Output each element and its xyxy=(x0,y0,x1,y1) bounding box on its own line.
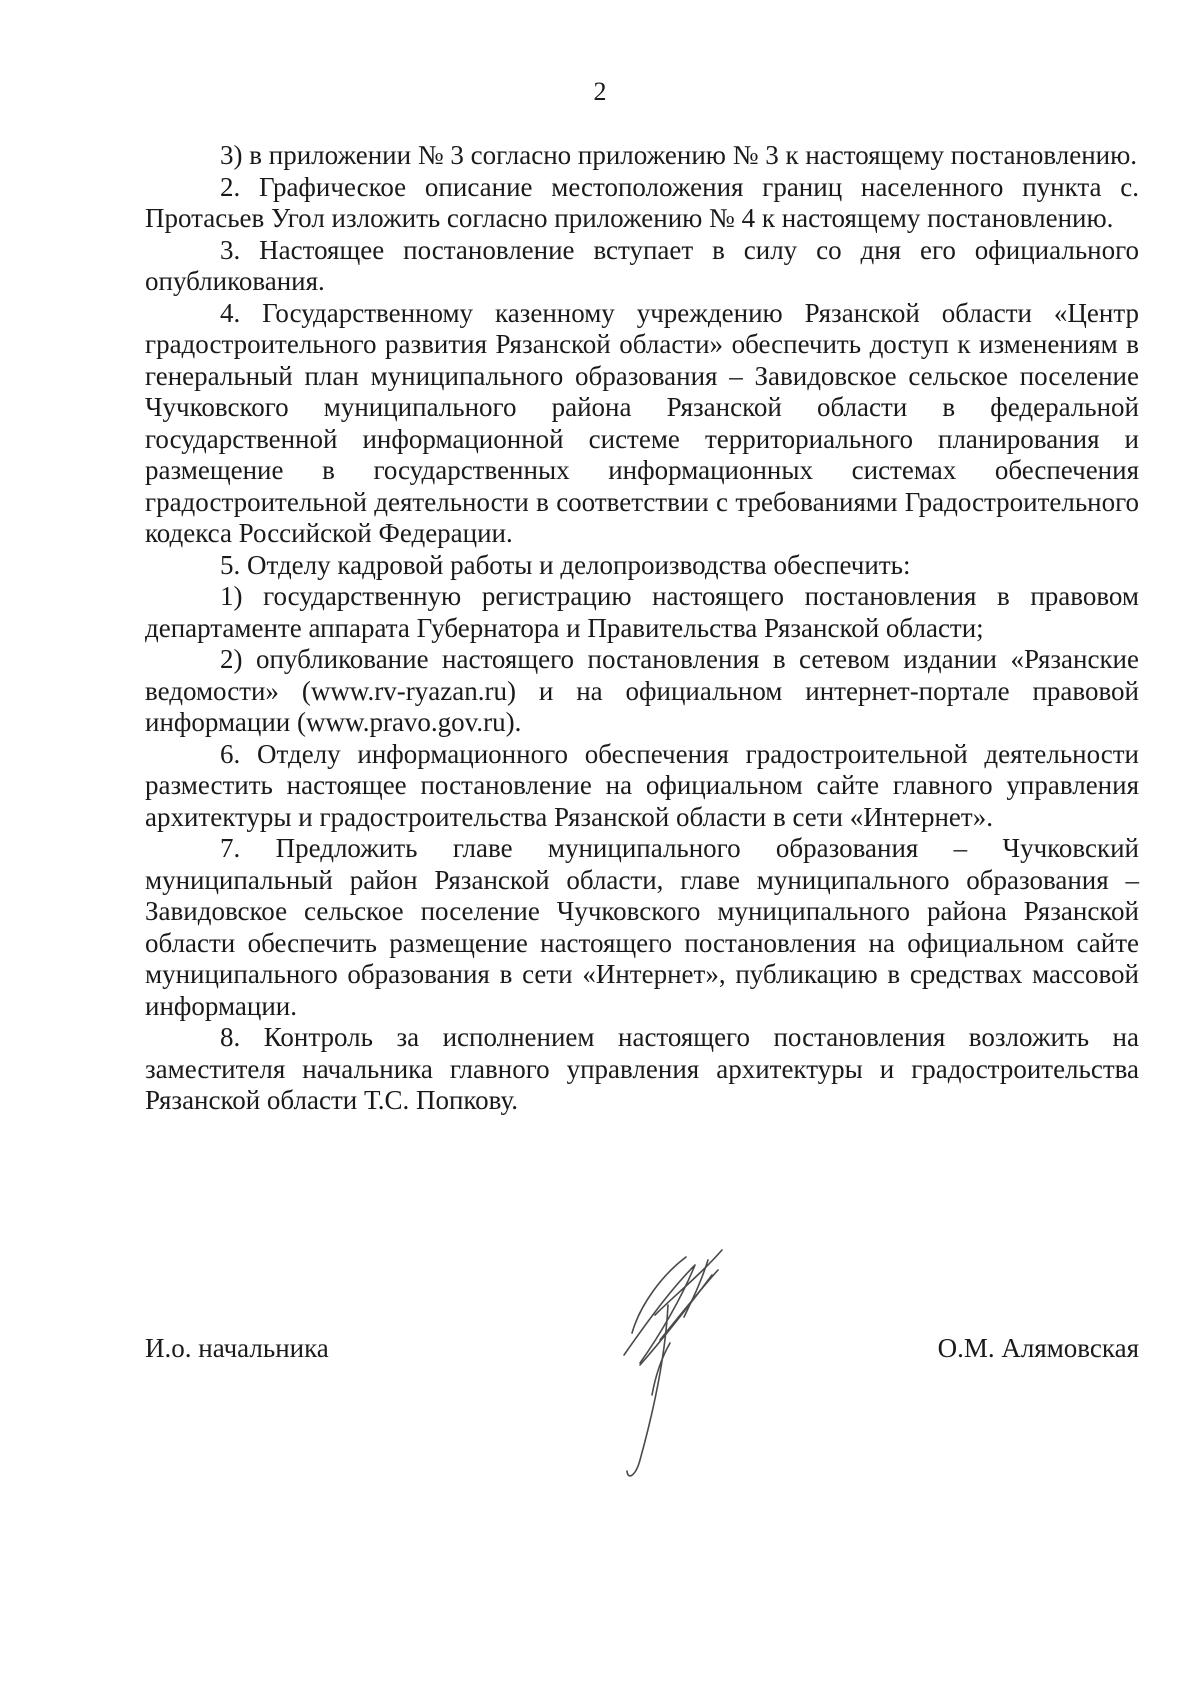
paragraph-5-records-department: 5. Отделу кадровой работы и делопроизводства обеспечить: xyxy=(220,549,911,580)
signatory-title: И.о. начальника xyxy=(145,1333,329,1363)
paragraph-6-website-placement: 6. Отделу информационного обеспечения градостроительной деятельности разместить настоящее постановление на официальном сайте главного управления архитектуры и градостроительства Рязанской области в сети «Интернет». xyxy=(145,738,1139,832)
paragraph-item-3-appendix-3: 3) в приложении № 3 согласно приложению № 3 к настоящему постановлению. xyxy=(220,140,1138,170)
paragraph-2-graphic-description: 2. Графическое описание местоположения границ населенного пункта с. Протасьев Угол изложить согласно приложению № 4 к настоящему постановлению. xyxy=(145,171,1139,233)
page-number: 2 xyxy=(593,77,607,106)
paragraph-8-control: 8. Контроль за исполнением настоящего постановления возложить на заместителя начальника главного управления архитектуры и градостроительства Рязанской области Т.С. Попкову. xyxy=(145,1022,1139,1115)
handwritten-signature-icon xyxy=(600,1245,800,1485)
signatory-name: О.М. Алямовская xyxy=(937,1333,1139,1363)
document-body xyxy=(145,140,1139,1117)
paragraph-5-2-publication: 2) опубликование настоящего постановления в сетевом издании «Рязанские ведомости» (www.rv-ryazan.ru) и на официальном интернет-портале правовой информации (www.pravo.gov.ru). xyxy=(145,644,1139,737)
paragraph-4-access-provision: 4. Государственному казенному учреждению Рязанской области «Центр градостроительного развития Рязанской области» обеспечить доступ к изменениям в генеральный план муниципального образования – Завидовское сельское поселение Чучковского муниципального района Рязанской области в федеральной государственной информационной системе территориального планирования и размещение в государственных информационных системах обеспечения градостроительной деятельности в соответствии с требованиями Градостроительного кодекса Российской Федерации. xyxy=(145,297,1139,548)
paragraph-5-1-registration: 1) государственную регистрацию настоящего постановления в правовом департаменте аппарата Губернатора и Правительства Рязанской области; xyxy=(145,581,1139,643)
paragraph-3-entry-into-force: 3. Настоящее постановление вступает в силу со дня его официального опубликования. xyxy=(145,234,1139,296)
paragraph-7-municipal-heads: 7. Предложить главе муниципального образования – Чучковский муниципальный район Рязанской области, главе муниципального образования – Завидовское сельское поселение Чучковского муниципального района Рязанской области обеспечить размещение настоящего постановления на официальном сайте муниципального образования в сети «Интернет», публикацию в средствах массовой информации. xyxy=(145,833,1139,1021)
